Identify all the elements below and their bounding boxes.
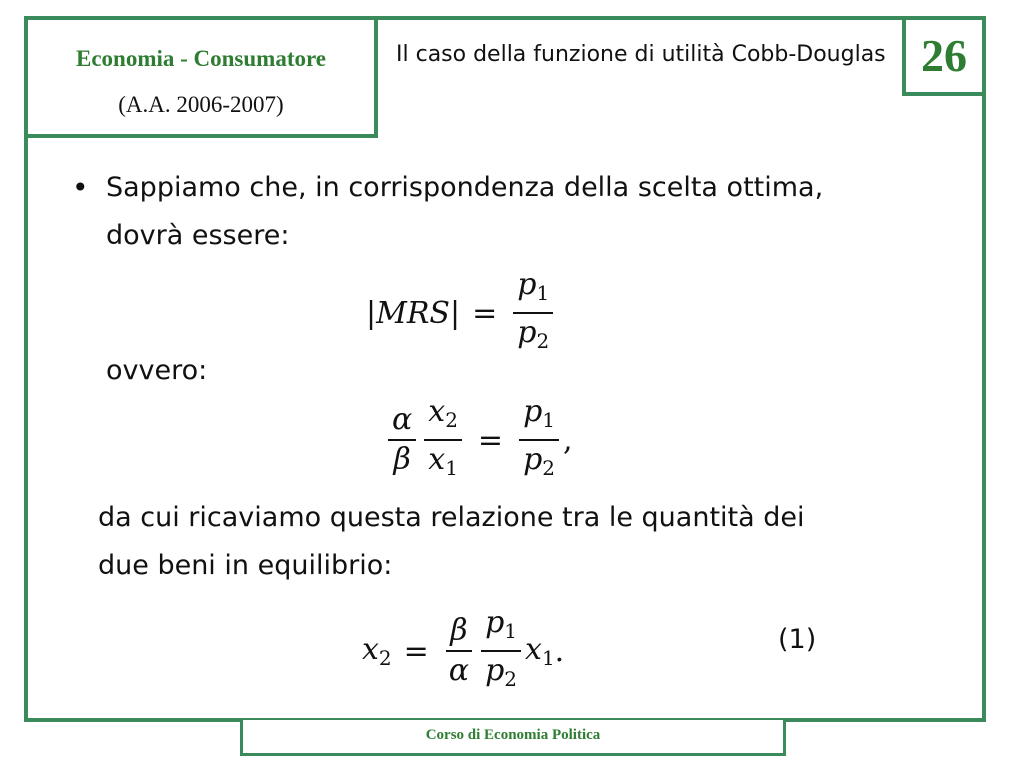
eq3-equals: = xyxy=(403,633,429,669)
eq3-lhs-var: x xyxy=(362,632,379,667)
eq1-equals: = xyxy=(472,295,498,331)
eq3-fraction-p xyxy=(481,606,521,696)
eq2-f3-den-sub: 2 xyxy=(542,456,556,480)
eq1-fraction xyxy=(513,268,553,358)
eq2-f3-den-var: p xyxy=(523,442,543,477)
eq2-f2-num-sub: 2 xyxy=(445,408,458,432)
eq3-rhs-var: x xyxy=(525,632,542,667)
eq2-f2-den-var: x xyxy=(428,442,446,477)
eq3-f2-den-sub: 2 xyxy=(504,667,518,691)
eq3-fraction-beta-alpha xyxy=(445,614,473,688)
eq2-f1-den: β xyxy=(393,442,411,477)
bullet-icon: • xyxy=(72,171,89,204)
equation-label: (1) xyxy=(778,624,817,655)
intro-text: Sappiamo che, in corrispondenza della scelta ottima, dovrà essere: xyxy=(106,172,824,251)
da-cui-text: da cui ricaviamo questa relazione tra le quantità dei due beni in equilibrio: xyxy=(98,502,805,581)
eq2-fraction-alpha-beta xyxy=(388,403,416,477)
eq2-f2-den-sub: 1 xyxy=(445,456,458,480)
equation-ratio xyxy=(384,395,573,485)
eq3-f2-num-var: p xyxy=(485,605,505,640)
eq3-rhs-sub: 1 xyxy=(541,646,555,670)
eq2-f1-num: α xyxy=(388,403,416,441)
eq2-f3-num-var: p xyxy=(523,394,543,429)
eq3-f1-num: β xyxy=(446,614,471,652)
ovvero-text: ovvero: xyxy=(106,355,208,386)
course-header-box xyxy=(24,16,378,138)
eq2-fraction-p xyxy=(519,395,559,485)
eq3-f2-num-sub: 1 xyxy=(504,619,518,643)
eq1-lhs: |MRS| xyxy=(366,295,461,331)
eq2-comma: , xyxy=(563,422,573,458)
eq3-f1-den: α xyxy=(448,653,470,688)
eq1-den-sub: 2 xyxy=(536,329,550,353)
eq2-fraction-x xyxy=(424,395,462,485)
eq3-period: . xyxy=(554,633,565,669)
course-title: Economia - Consumatore xyxy=(75,46,326,71)
equation-x2 xyxy=(362,606,564,696)
eq1-num-var: p xyxy=(517,267,537,302)
eq3-lhs-sub: 2 xyxy=(378,646,392,670)
eq3-f2-den-var: p xyxy=(485,653,505,688)
equation-mrs xyxy=(366,268,557,358)
eq2-equals: = xyxy=(477,422,504,458)
eq1-den-var: p xyxy=(517,315,537,350)
footer: Corso di Economia Politica xyxy=(240,720,786,756)
slide-title: Il caso della funzione di utilità Cobb-Douglas xyxy=(396,42,886,67)
academic-year: (A.A. 2006-2007) xyxy=(118,92,284,117)
page-number: 26 xyxy=(902,16,986,96)
eq2-f3-num-sub: 1 xyxy=(542,408,556,432)
eq1-num-sub: 1 xyxy=(536,281,550,305)
eq2-f2-num-var: x xyxy=(428,394,446,429)
